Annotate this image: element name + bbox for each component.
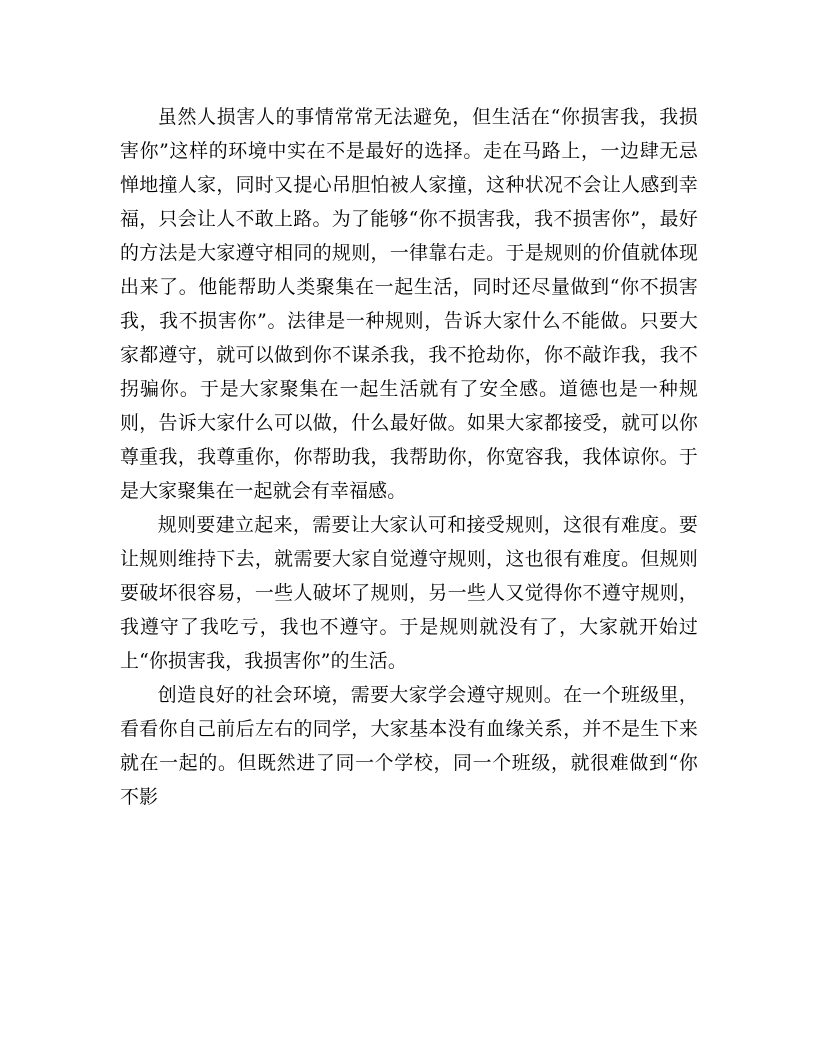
paragraph-2: 规则要建立起来，需要让大家认可和接受规则，这很有难度。要让规则维持下去，就需要大家自觉遵守规则，这也很有难度。但规则要破坏很容易，一些人破坏了规则，另一些人又觉得你不遵守规则，我遵守了我吃亏，我也不遵守。于是规则就没有了，大家就开始过上“你损害我，我损害你”的生活。 (120, 514, 698, 672)
paragraph-3: 创造良好的社会环境，需要大家学会遵守规则。在一个班级里，看看你自己前后左右的同学，大家基本没有血缘关系，并不是生下来就在一起的。但既然进了同一个学校，同一个班级，就很难做到“你不影 (120, 684, 698, 808)
paragraph-1: 虽然人损害人的事情常常无法避免，但生活在“你损害我，我损害你”这样的环境中实在不是最好的选择。走在马路上，一边肆无忌惮地撞人家，同时又提心吊胆怕被人家撞，这种状况不会让人感到幸福，只会让人不敢上路。为了能够“你不损害我，我不损害你”，最好的方法是大家遵守相同的规则，一律靠右走。于是规则的价值就体现出来了。他能帮助人类聚集在一起生活，同时还尽量做到“你不损害我，我不损害你”。法律是一种规则，告诉大家什么不能做。只要大家都遵守，就可以做到你不谋杀我，我不抢劫你，你不敲诈我，我不拐骗你。于是大家聚集在一起生活就有了安全感。道德也是一种规则，告诉大家什么可以做，什么最好做。如果大家都接受，就可以你尊重我，我尊重你，你帮助我，我帮助你，你宽容我，我体谅你。于是大家聚集在一起就会有幸福感。 (120, 106, 698, 502)
body-text (120, 100, 698, 814)
